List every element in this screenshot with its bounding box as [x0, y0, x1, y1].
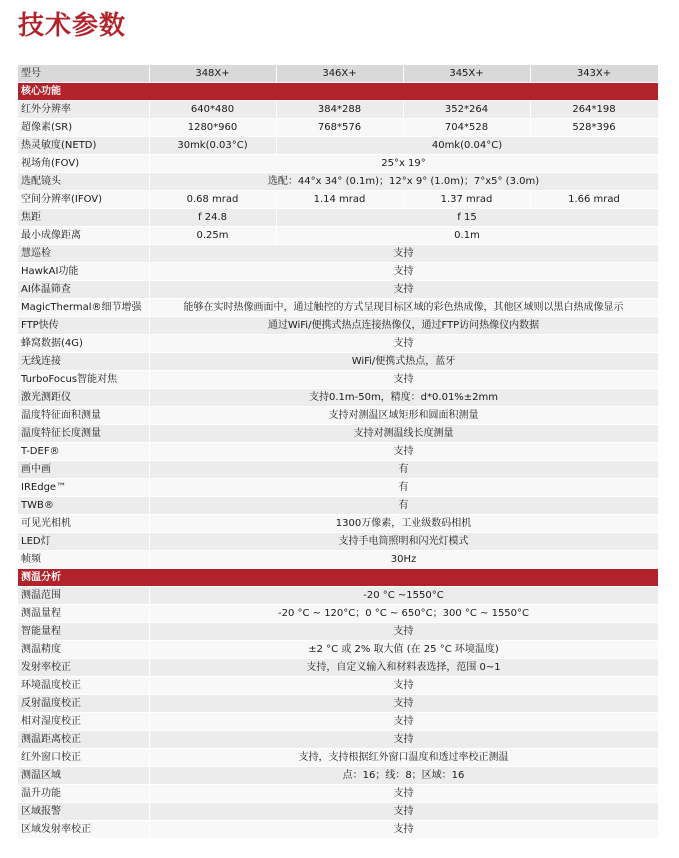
spec-value: 有: [149, 461, 658, 479]
spec-label: FTP快传: [18, 317, 149, 335]
spec-value: 支持: [149, 695, 658, 713]
spec-table: [18, 65, 659, 839]
spec-value: 能够在实时热像画面中，通过触控的方式呈现目标区域的彩色热成像，其他区域则以黑白热成像显示: [149, 299, 658, 317]
spec-label: T-DEF®: [18, 443, 149, 461]
spec-value: 1280*960: [149, 119, 276, 137]
spec-value: -20 °C ~1550°C: [149, 587, 658, 605]
spec-value: -20 °C ~ 120°C；0 °C ~ 650°C；300 °C ~ 1550°C: [149, 605, 658, 623]
spec-row: [18, 713, 658, 731]
spec-row: [18, 209, 658, 227]
model-name: 343X+: [530, 65, 658, 83]
spec-label: 蜂窝数据(4G): [18, 335, 149, 353]
spec-value: WiFi/便携式热点，蓝牙: [149, 353, 658, 371]
spec-label: TWB®: [18, 497, 149, 515]
spec-value: 支持: [149, 263, 658, 281]
spec-value: 点：16；线：8；区域：16: [149, 767, 658, 785]
section-title: 核心功能: [18, 83, 658, 101]
spec-value: 640*480: [149, 101, 276, 119]
spec-label: 选配镜头: [18, 173, 149, 191]
spec-value: 有: [149, 479, 658, 497]
spec-row: [18, 245, 658, 263]
spec-value: 支持: [149, 623, 658, 641]
spec-label: 温度特征长度测量: [18, 425, 149, 443]
spec-row: [18, 515, 658, 533]
spec-value: 支持: [149, 443, 658, 461]
spec-label: 测温距离校正: [18, 731, 149, 749]
spec-value: 704*528: [403, 119, 530, 137]
spec-label: 智能量程: [18, 623, 149, 641]
spec-value: 352*264: [403, 101, 530, 119]
spec-label: AI体温筛查: [18, 281, 149, 299]
spec-label: 空间分辨率(IFOV): [18, 191, 149, 209]
spec-value: 支持: [149, 677, 658, 695]
spec-value: f 24.8: [149, 209, 276, 227]
spec-label: IREdge™: [18, 479, 149, 497]
spec-label: 反射温度校正: [18, 695, 149, 713]
spec-value: 支持: [149, 731, 658, 749]
spec-value: 528*396: [530, 119, 658, 137]
spec-value: 384*288: [276, 101, 403, 119]
spec-value: 支持: [149, 821, 658, 839]
spec-label: 相对湿度校正: [18, 713, 149, 731]
spec-label: 红外窗口校正: [18, 749, 149, 767]
spec-row: [18, 281, 658, 299]
spec-value: 768*576: [276, 119, 403, 137]
spec-row: [18, 803, 658, 821]
spec-row: [18, 551, 658, 569]
spec-row: [18, 155, 658, 173]
spec-value: 264*198: [530, 101, 658, 119]
spec-value: 支持: [149, 371, 658, 389]
spec-label: 慧巡检: [18, 245, 149, 263]
spec-label: TurboFocus智能对焦: [18, 371, 149, 389]
spec-row: [18, 821, 658, 839]
spec-label: MagicThermal®细节增强: [18, 299, 149, 317]
section-title: 测温分析: [18, 569, 658, 587]
spec-value: 支持0.1m-50m，精度：d*0.01%±2mm: [149, 389, 658, 407]
spec-row: [18, 785, 658, 803]
spec-label: 超像素(SR): [18, 119, 149, 137]
spec-label: 区域报警: [18, 803, 149, 821]
spec-value: 25°x 19°: [149, 155, 658, 173]
spec-row: [18, 335, 658, 353]
spec-value: 1300万像素，工业级数码相机: [149, 515, 658, 533]
spec-row: [18, 533, 658, 551]
spec-row: [18, 353, 658, 371]
spec-value: 支持: [149, 803, 658, 821]
header-label: 型号: [18, 65, 149, 83]
spec-value: 通过WiFi/便携式热点连接热像仪，通过FTP访问热像仪内数据: [149, 317, 658, 335]
spec-label: 最小成像距离: [18, 227, 149, 245]
spec-row: [18, 749, 658, 767]
spec-value: 1.14 mrad: [276, 191, 403, 209]
spec-row: [18, 425, 658, 443]
spec-label: 环境温度校正: [18, 677, 149, 695]
spec-label: 温升功能: [18, 785, 149, 803]
spec-row: [18, 443, 658, 461]
spec-value: 支持: [149, 785, 658, 803]
spec-value: 支持，支持根据红外窗口温度和透过率校正测温: [149, 749, 658, 767]
spec-value: 支持，自定义输入和材料表选择，范围 0~1: [149, 659, 658, 677]
spec-value: 1.66 mrad: [530, 191, 658, 209]
spec-label: LED灯: [18, 533, 149, 551]
spec-value: 0.1m: [276, 227, 658, 245]
spec-value: 1.37 mrad: [403, 191, 530, 209]
spec-value: 0.68 mrad: [149, 191, 276, 209]
spec-label: 区域发射率校正: [18, 821, 149, 839]
spec-value: 支持: [149, 713, 658, 731]
header-row: [18, 65, 658, 83]
spec-value: 支持对测温区域矩形和圆面积测量: [149, 407, 658, 425]
spec-label: 测温精度: [18, 641, 149, 659]
spec-row: [18, 173, 658, 191]
section-header: [18, 569, 658, 587]
spec-value: 30Hz: [149, 551, 658, 569]
spec-row: [18, 227, 658, 245]
spec-row: [18, 389, 658, 407]
page-title: 技术参数: [18, 11, 127, 41]
spec-row: [18, 641, 658, 659]
spec-row: [18, 101, 658, 119]
spec-row: [18, 371, 658, 389]
spec-value: 支持手电筒照明和闪光灯模式: [149, 533, 658, 551]
spec-row: [18, 605, 658, 623]
spec-row: [18, 623, 658, 641]
model-name: 348X+: [149, 65, 276, 83]
model-name: 345X+: [403, 65, 530, 83]
spec-value: ±2 °C 或 2% 取大值 (在 25 °C 环境温度): [149, 641, 658, 659]
model-name: 346X+: [276, 65, 403, 83]
spec-row: [18, 137, 658, 155]
section-header: [18, 83, 658, 101]
spec-row: [18, 119, 658, 137]
spec-label: 视场角(FOV): [18, 155, 149, 173]
spec-label: 测温区域: [18, 767, 149, 785]
spec-row: [18, 461, 658, 479]
spec-row: [18, 263, 658, 281]
spec-value: 30mk(0.03°C): [149, 137, 276, 155]
spec-row: [18, 299, 658, 317]
spec-label: 测温范围: [18, 587, 149, 605]
spec-label: 焦距: [18, 209, 149, 227]
spec-value: 支持: [149, 281, 658, 299]
spec-row: [18, 191, 658, 209]
spec-row: [18, 659, 658, 677]
spec-label: HawkAI功能: [18, 263, 149, 281]
spec-label: 温度特征面积测量: [18, 407, 149, 425]
spec-value: 0.25m: [149, 227, 276, 245]
spec-value: 选配：44°x 34° (0.1m)；12°x 9° (1.0m)；7°x5° (3.0m): [149, 173, 658, 191]
spec-label: 可见光相机: [18, 515, 149, 533]
spec-value: f 15: [276, 209, 658, 227]
spec-value: 有: [149, 497, 658, 515]
spec-row: [18, 767, 658, 785]
spec-label: 测温量程: [18, 605, 149, 623]
spec-value: 支持: [149, 245, 658, 263]
spec-row: [18, 695, 658, 713]
spec-label: 发射率校正: [18, 659, 149, 677]
spec-row: [18, 479, 658, 497]
spec-row: [18, 497, 658, 515]
spec-row: [18, 317, 658, 335]
spec-row: [18, 587, 658, 605]
spec-label: 红外分辨率: [18, 101, 149, 119]
spec-label: 无线连接: [18, 353, 149, 371]
spec-value: 支持: [149, 335, 658, 353]
spec-label: 激光测距仪: [18, 389, 149, 407]
spec-value: 支持对测温线长度测量: [149, 425, 658, 443]
spec-value: 40mk(0.04°C): [276, 137, 658, 155]
spec-label: 热灵敏度(NETD): [18, 137, 149, 155]
spec-row: [18, 677, 658, 695]
spec-row: [18, 407, 658, 425]
spec-label: 画中画: [18, 461, 149, 479]
spec-row: [18, 731, 658, 749]
spec-label: 帧频: [18, 551, 149, 569]
